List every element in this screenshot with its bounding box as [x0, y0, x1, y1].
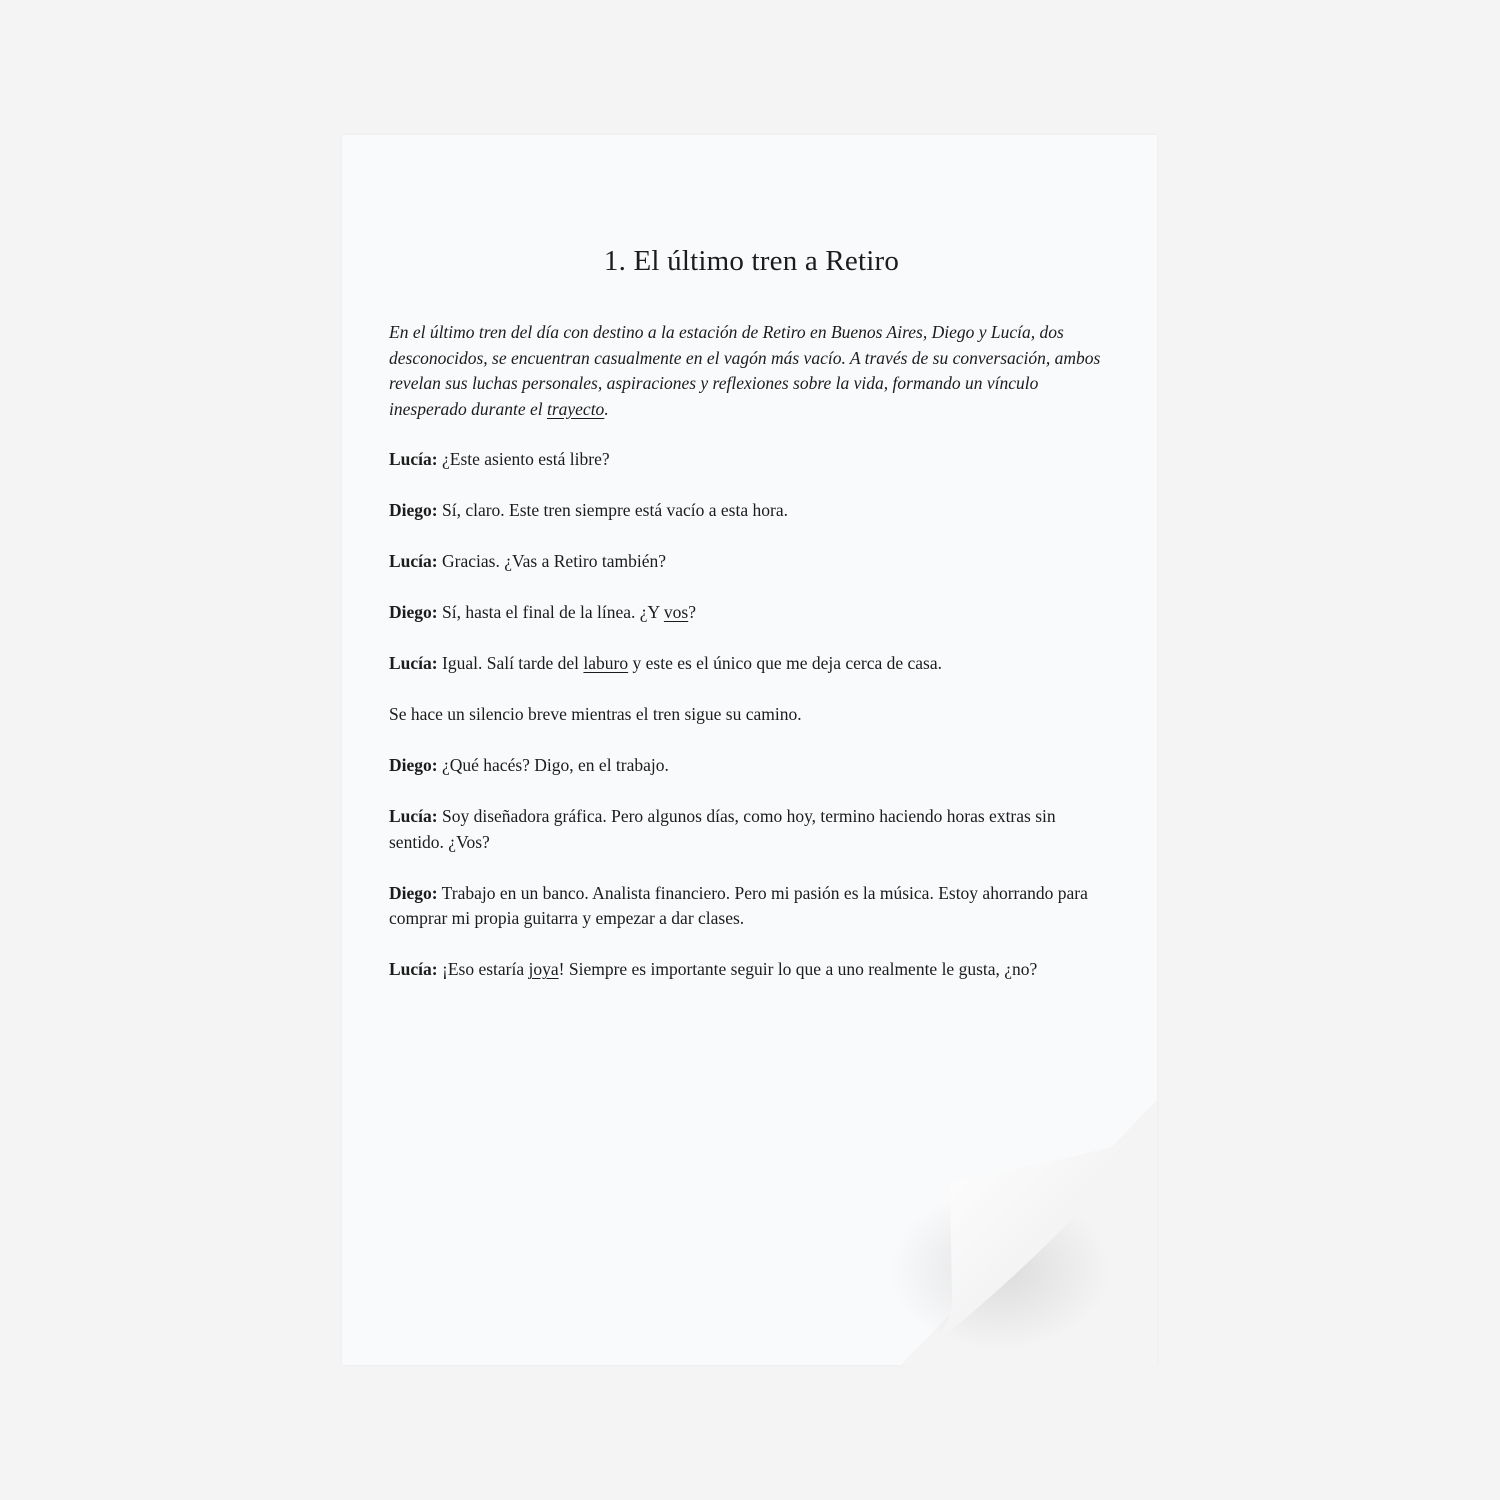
dialogue-line: [389, 498, 1114, 524]
synopsis: [389, 320, 1114, 422]
speaker-name: Lucía:: [389, 653, 438, 673]
dialogue-line: [389, 753, 1114, 779]
dialogue-line: [389, 600, 1114, 626]
speaker-name: Diego:: [389, 755, 438, 775]
dialogue-line: [389, 447, 1114, 473]
narration-line: Se hace un silencio breve mientras el tren sigue su camino.: [389, 704, 802, 724]
dialogue-text: ¿Este asiento está libre?: [437, 449, 610, 469]
dialogue-text-end: ! Siempre es importante seguir lo que a uno realmente le gusta, ¿no?: [558, 959, 1038, 979]
dialogue-text: ¡Eso estaría: [437, 959, 529, 979]
dialogue-text-end: y este es el único que me deja cerca de casa.: [628, 653, 943, 673]
page-content: [389, 245, 1114, 1008]
document-page: [342, 135, 1157, 1365]
speaker-name: Lucía:: [389, 449, 438, 469]
dialogue-text: Sí, claro. Este tren siempre está vacío a esta hora.: [437, 500, 788, 520]
speaker-name: Diego:: [389, 602, 438, 622]
dialogue-text: Sí, hasta el final de la línea. ¿Y: [437, 602, 664, 622]
underlined-word: vos: [663, 602, 689, 622]
dialogue-text: Trabajo en un banco. Analista financiero. Pero mi pasión es la música. Estoy ahorrando para comprar mi propia guitarra y empezar a dar clases.: [389, 882, 1088, 928]
speaker-name: Diego:: [389, 882, 438, 903]
document-title: 1. El último tren a Retiro: [603, 245, 900, 277]
synopsis-text: En el último tren del día con destino a la estación de Retiro en Buenos Aires, Diego y Lucía, dos desconocidos, se encuentran casualmente en el vagón más vacío. A través de su conversación, ambos revelan sus luchas personales, aspiraciones y reflexiones sobre la vida, formando un vínculo inesperado durante el: [389, 322, 1101, 419]
synopsis-end: .: [604, 398, 609, 419]
dialogue-text: Soy diseñadora gráfica. Pero algunos días, como hoy, termino haciendo horas extras sin sentido. ¿Vos?: [389, 806, 1056, 852]
dialogue-text: Gracias. ¿Vas a Retiro también?: [437, 551, 667, 571]
dialogue-text: ¿Qué hacés? Digo, en el trabajo.: [437, 755, 669, 775]
dialogue-line: [389, 804, 1114, 855]
speaker-name: Lucía:: [389, 959, 438, 979]
speaker-name: Lucía:: [389, 551, 438, 571]
dialogue-line: [389, 651, 1114, 677]
dialogue-line: [389, 881, 1114, 932]
speaker-name: Lucía:: [389, 806, 438, 826]
speaker-name: Diego:: [389, 500, 438, 520]
underlined-word: joya: [528, 959, 559, 979]
synopsis-underlined-word: trayecto: [546, 398, 605, 419]
dialogue-text-end: ?: [688, 602, 696, 622]
underlined-word: laburo: [583, 653, 629, 673]
dialogue-line: [389, 957, 1114, 983]
dialogue-text: Igual. Salí tarde del: [437, 653, 584, 673]
dialogue-line: [389, 549, 1114, 575]
